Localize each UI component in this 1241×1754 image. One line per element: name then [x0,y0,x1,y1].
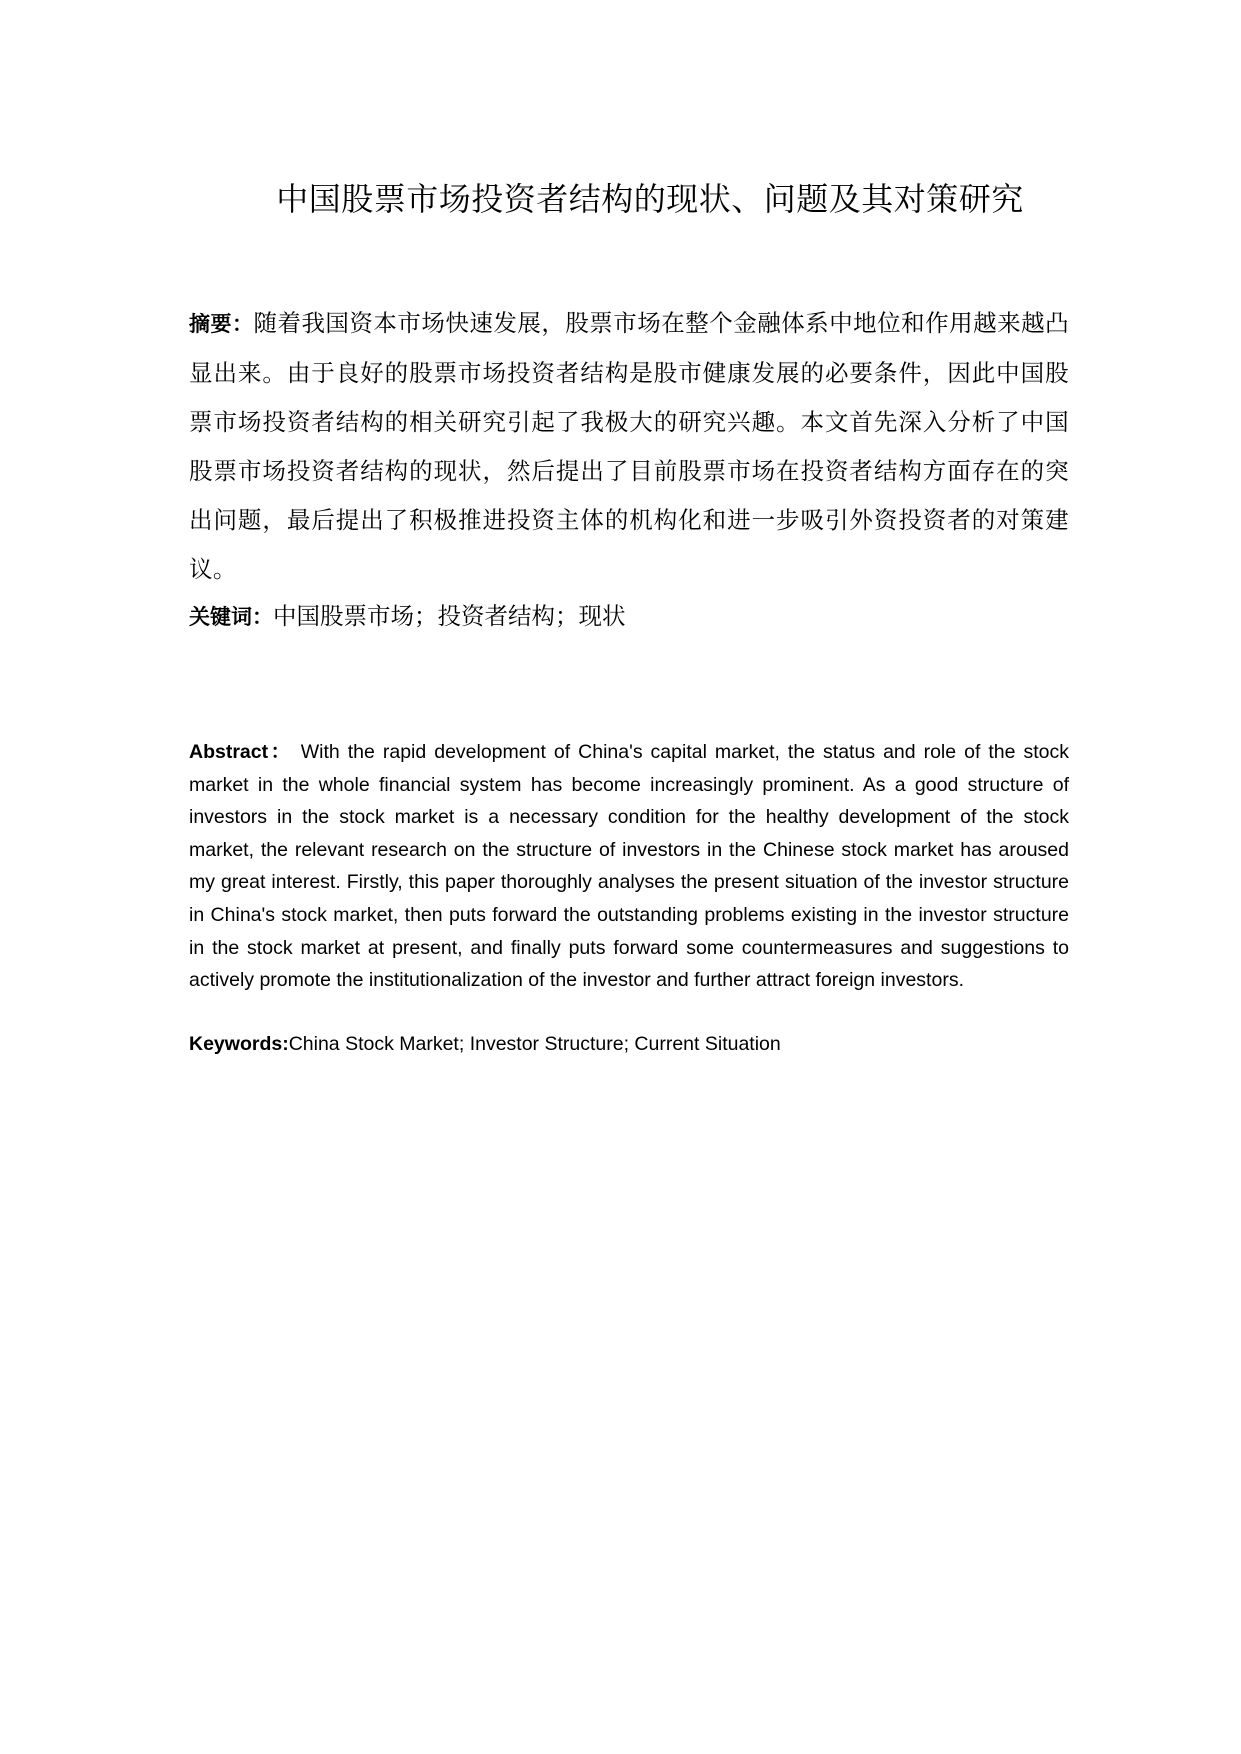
chinese-abstract [189,299,1069,594]
chinese-keywords [189,592,1069,642]
chinese-abstract-text: 随着我国资本市场快速发展，股票市场在整个金融体系中地位和作用越来越凸显出来。由于良好的股票市场投资者结构是股市健康发展的必要条件，因此中国股票市场投资者结构的相关研究引起了我极大的研究兴趣。本文首先深入分析了中国股票市场投资者结构的现状，然后提出了目前股票市场在投资者结构方面存在的突出问题，最后提出了积极推进投资主体的机构化和进一步吸引外资投资者的对策建议。 [189,309,1069,583]
chinese-keywords-label: 关键词： [189,605,273,629]
english-keywords-text: China Stock Market; Investor Structure; Current Situation [288,1033,781,1055]
english-abstract [189,736,1069,997]
english-keywords-label: Keywords: [189,1033,289,1055]
chinese-keywords-text: 中国股票市场；投资者结构；现状 [273,602,626,630]
english-abstract-text: With the rapid development of China's capital market, the status and role of the stock market in the whole financial system has become increasingly prominent. As a good structure of investors in the stock market is a necessary condition for the healthy development of the stock market, the relevant research on the structure of investors in the Chinese stock market has aroused my great interest. Firstly, this paper thoroughly analyses the present situation of the investor structure in China's stock market, then puts forward the outstanding problems existing in the investor structure in the stock market at present, and finally puts forward some countermeasures and suggestions to actively promote the institutionalization of the investor and further attract foreign investors. [189,741,1069,992]
english-abstract-label: Abstract： [189,741,293,763]
chinese-abstract-label: 摘要： [189,312,254,336]
paper-title: 中国股票市场投资者结构的现状、问题及其对策研究 [276,180,1024,218]
english-keywords [189,1028,1069,1061]
